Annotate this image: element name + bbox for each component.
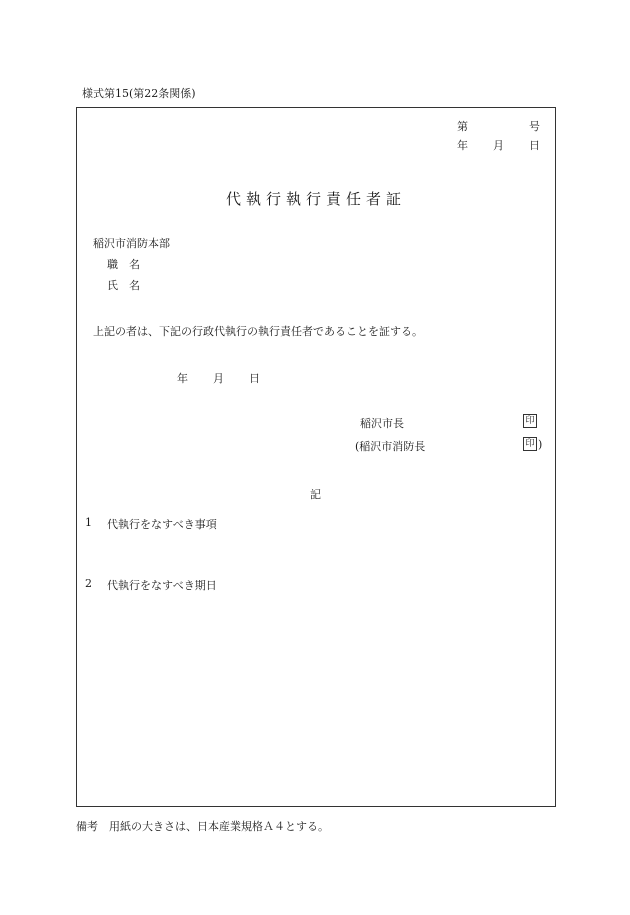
department: 稲沢市消防本部 — [93, 237, 170, 250]
item-2-text: 代執行をなすべき期日 — [107, 579, 217, 592]
header-tsuki: 月 — [493, 139, 504, 152]
item-2-number: 2 — [85, 577, 92, 590]
position-label: 職 名 — [107, 258, 140, 271]
header-go: 号 — [529, 120, 540, 133]
fire-chief-label: (稲沢市消防長 — [355, 440, 426, 453]
ki-label: 記 — [310, 488, 321, 501]
date-tsuki: 月 — [213, 372, 224, 385]
certificate-frame — [76, 107, 556, 807]
item-1-text: 代執行をなすべき事項 — [107, 518, 217, 531]
mayor-label: 稲沢市長 — [360, 417, 404, 430]
close-paren: ) — [538, 438, 543, 451]
header-dai: 第 — [457, 120, 468, 133]
name-label: 氏 名 — [107, 279, 140, 292]
seal-mark-2: 印 — [523, 437, 537, 451]
form-number: 様式第15(第22条関係) — [82, 87, 196, 100]
date-nen: 年 — [177, 372, 188, 385]
header-nen: 年 — [457, 139, 468, 152]
document-title: 代執行執行責任者証 — [225, 190, 406, 208]
date-hi: 日 — [249, 372, 260, 385]
footnote: 備考 用紙の大きさは、日本産業規格Ａ４とする。 — [76, 820, 329, 833]
seal-mark: 印 — [523, 414, 537, 428]
certify-text: 上記の者は、下記の行政代執行の執行責任者であることを証する。 — [93, 325, 423, 338]
item-1-number: 1 — [85, 516, 92, 529]
header-hi: 日 — [529, 139, 540, 152]
